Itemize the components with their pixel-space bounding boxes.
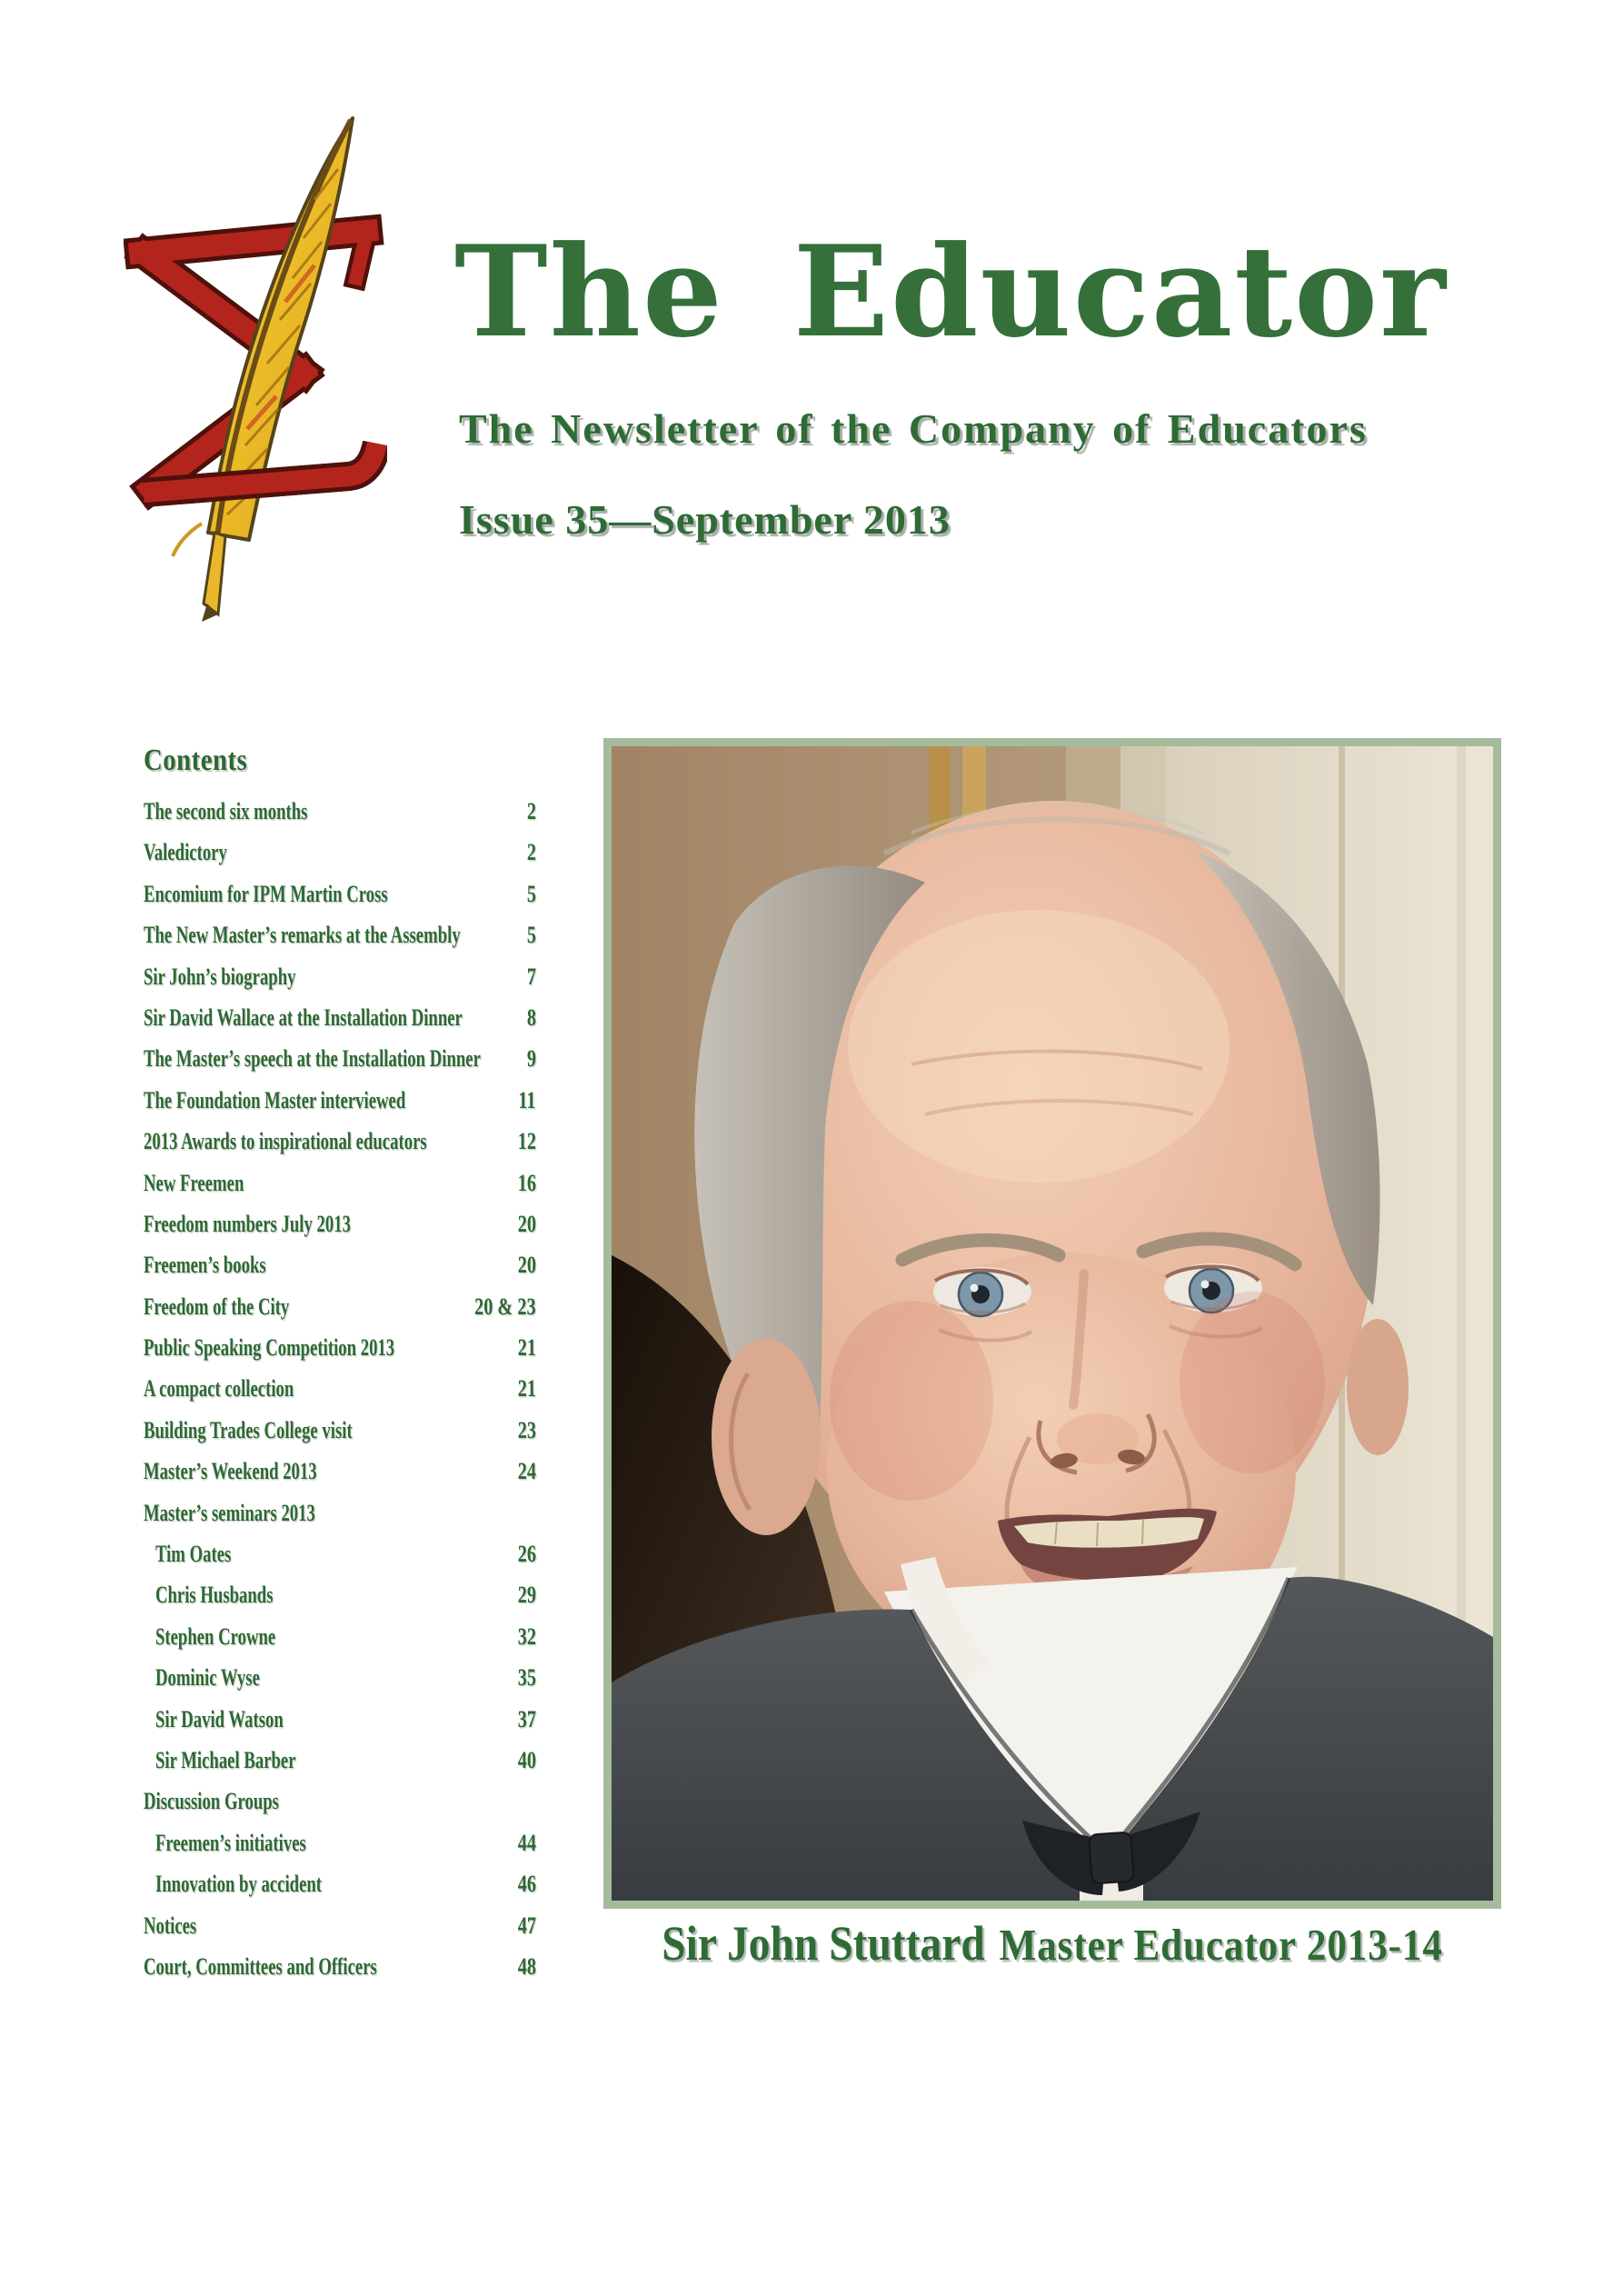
toc-item [144, 1946, 536, 1987]
toc-item [144, 1244, 536, 1285]
toc-item-label: Notices [144, 1912, 197, 1939]
toc-item [144, 1203, 536, 1244]
toc-item [144, 1699, 536, 1740]
toc-item [144, 1286, 536, 1327]
toc-item-label: Stephen Crowne [154, 1622, 276, 1650]
toc-item-label: Freemen’s books [144, 1252, 266, 1279]
toc-item-page: 48 [517, 1952, 536, 1980]
toc-item [144, 1038, 536, 1079]
toc-item [144, 1863, 536, 1904]
toc-item-page: 2 [526, 798, 536, 824]
toc-item-label: The New Master’s remarks at the Assembly [144, 922, 461, 949]
toc-item [144, 914, 536, 955]
toc-item-label: The Master’s speech at the Installation Dinner [144, 1045, 481, 1073]
toc-item-page: 24 [517, 1458, 536, 1485]
toc-item-page: 20 & 23 [474, 1293, 536, 1320]
toc-item-label: Sir Michael Barber [154, 1746, 296, 1773]
toc-item-label: Public Speaking Competition 2013 [144, 1334, 395, 1362]
toc-item-label: Freedom numbers July 2013 [144, 1210, 351, 1237]
contents-list [144, 791, 536, 1987]
toc-item-page: 2 [526, 839, 536, 866]
toc-item-page: 21 [517, 1334, 536, 1362]
toc-item [144, 873, 536, 914]
toc-item-label: Valedictory [144, 839, 227, 866]
toc-item-page: 46 [517, 1871, 536, 1898]
toc-item-page: 7 [526, 963, 536, 990]
toc-item-label: The second six months [144, 798, 308, 824]
toc-item-page: 8 [526, 1003, 536, 1031]
toc-item-label: New Freemen [144, 1169, 244, 1196]
toc-item [144, 1781, 536, 1822]
toc-item-page: 40 [517, 1746, 536, 1773]
master-portrait-photo [603, 738, 1501, 1909]
toc-item-label: Tim Oates [154, 1541, 232, 1568]
toc-item-page: 35 [517, 1664, 536, 1692]
toc-item [144, 1657, 536, 1698]
toc-item [144, 791, 536, 832]
toc-item-page: 9 [526, 1045, 536, 1073]
toc-item [144, 832, 536, 873]
toc-item [144, 1492, 536, 1533]
toc-item-page: 20 [517, 1210, 536, 1237]
toc-item-label: Chris Husbands [154, 1582, 274, 1609]
toc-item [144, 1740, 536, 1781]
toc-item [144, 1121, 536, 1162]
toc-item-label: The Foundation Master interviewed [144, 1086, 406, 1113]
toc-item-label: Building Trades College visit [144, 1416, 353, 1443]
toc-item-label: Sir David Wallace at the Installation Dinner [144, 1003, 463, 1031]
contents-heading: Contents [144, 744, 248, 777]
toc-item [144, 1410, 536, 1451]
toc-item [144, 1574, 536, 1615]
toc-item [144, 1163, 536, 1203]
toc-item-page: 5 [526, 880, 536, 907]
toc-item-label: Encomium for IPM Martin Cross [144, 880, 388, 907]
toc-item [144, 1327, 536, 1368]
toc-item-label: Sir David Watson [154, 1705, 284, 1732]
toc-item-label: Sir John’s biography [144, 963, 296, 990]
toc-item [144, 1616, 536, 1657]
toc-item-label: Freemen’s initiatives [154, 1829, 306, 1856]
toc-item-page: 12 [517, 1128, 536, 1155]
toc-item-label: Dominic Wyse [154, 1664, 260, 1692]
table-of-contents [144, 745, 536, 1987]
newsletter-title: The Educator [454, 217, 1448, 365]
toc-item-label: Master’s seminars 2013 [144, 1499, 315, 1526]
toc-item-label: Freedom of the City [144, 1293, 290, 1320]
toc-item-label: Master’s Weekend 2013 [144, 1458, 317, 1485]
toc-item-page: 44 [517, 1829, 536, 1856]
toc-item-page: 16 [517, 1169, 536, 1196]
sigma-quill-logo-icon [124, 105, 387, 625]
toc-item-label: Court, Committees and Officers [144, 1952, 377, 1980]
toc-item [144, 1533, 536, 1574]
toc-item-page: 5 [526, 922, 536, 949]
toc-item-page: 32 [517, 1622, 536, 1650]
toc-item [144, 1905, 536, 1946]
toc-item [144, 1451, 536, 1492]
newsletter-subtitle: The Newsletter of the Company of Educators [459, 405, 1368, 452]
toc-item-page: 20 [517, 1252, 536, 1279]
toc-item [144, 997, 536, 1038]
toc-item-label: Innovation by accident [154, 1871, 323, 1898]
photo-caption-title: Master Educator 2013-14 [999, 1920, 1443, 1970]
photo-caption-name: Sir John Stuttard [662, 1916, 985, 1971]
toc-item [144, 1368, 536, 1409]
toc-item-page: 29 [517, 1582, 536, 1609]
toc-item-page: 21 [517, 1375, 536, 1403]
toc-item-page: 23 [517, 1416, 536, 1443]
photo-caption [657, 1914, 1447, 1973]
issue-line: Issue 35—September 2013 [459, 496, 951, 543]
toc-item [144, 956, 536, 997]
toc-item-page: 11 [518, 1086, 536, 1113]
toc-item-page: 37 [517, 1705, 536, 1732]
toc-item-label: 2013 Awards to inspirational educators [144, 1128, 427, 1155]
toc-item-page: 26 [517, 1541, 536, 1568]
toc-item-label: Discussion Groups [144, 1788, 279, 1815]
toc-item-page: 47 [517, 1912, 536, 1939]
toc-item [144, 1822, 536, 1863]
toc-item [144, 1080, 536, 1121]
toc-item-label: A compact collection [144, 1375, 294, 1403]
